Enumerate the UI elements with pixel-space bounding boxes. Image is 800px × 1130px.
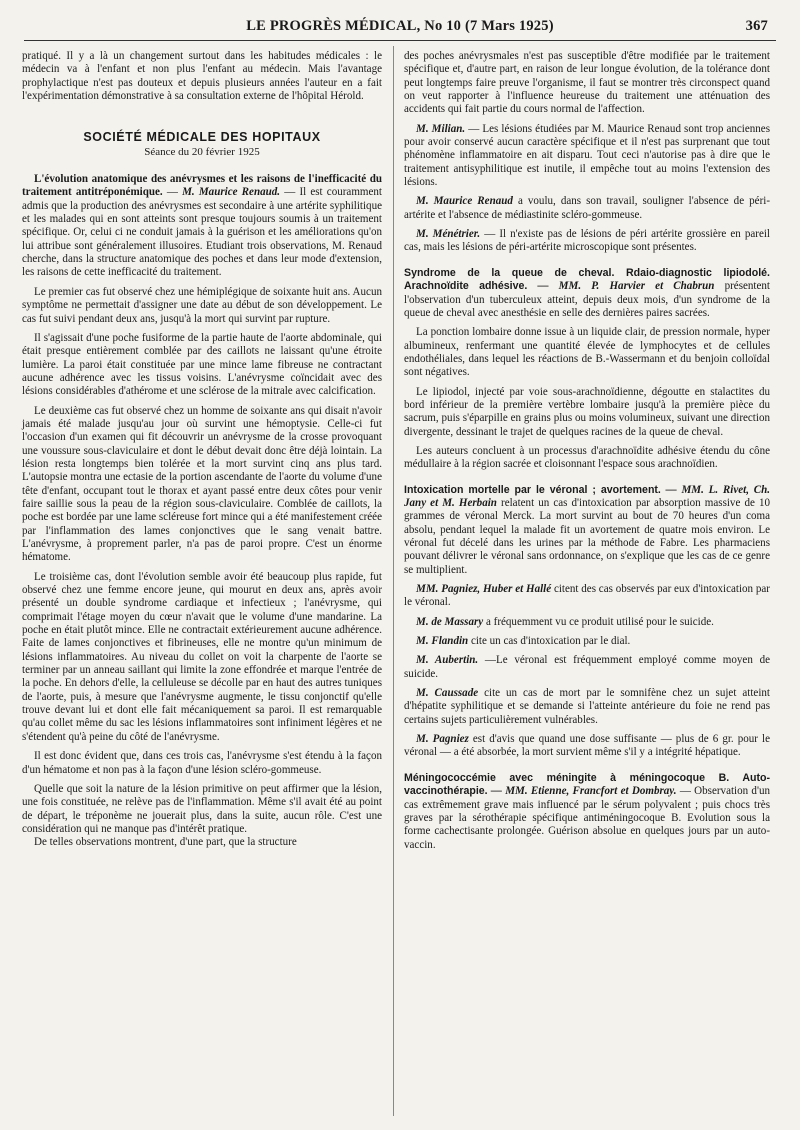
section-date: Séance du 20 février 1925 [144,145,260,158]
discussion-pagniez: M. Pagniez est d'avis que quand une dose suffisante — plus de 6 gr. pour le véronal — a été absorbée, la mort survient même s'il y a intégrité hépatique. [404,733,770,759]
column-divider [393,46,394,1116]
right-column [404,50,770,852]
article-author: — MM. P. Harvier et Chabrun [537,280,715,293]
page-number: 367 [745,18,768,34]
article-author: — MM. L. Rivet, Ch. Jany et M. Herbain [404,483,771,509]
discussion-massary: M. de Massary a fréquemment vu ce produit utilisé pour le suicide. [416,615,714,628]
speaker-name: M. de Massary [416,615,484,628]
paragraph: des poches anévrysmales n'est pas susceptible d'être modifiée par le traitement spécifique et, d'autre part, en raison de leur longue évolution, de la tolérance dont peut longtemps faire preuve l'organisme, il faut se montrer très circonspect quand on veut rapporter à l'influence heureuse du traitement une atténuation des accidents qui fait partie du cours normal de l'affection. [404,50,770,116]
discussion-caussade: M. Caussade cite un cas de mort par le somnifène chez un sujet atteint d'hépatite syphilitique et se demande si l'atteinte antérieure du foie ne rend pas certains sujets particulièrement vulnérables. [404,687,770,726]
paragraph: De telles observations montrent, d'une part, que la structure [34,836,297,849]
article-author: — MM. Etienne, Francfort et Dombray. [490,785,677,798]
paragraph: La ponction lombaire donne issue à un liquide clair, de pression normale, hyper albumineux, renfermant une quantité élevée de lymphocytes et de cellules endothéliales, dans lequel les réactions de B.-Wassermann et du benjoin colloïdal sont négatives. [404,326,770,379]
speaker-name: M. Ménétrier. [416,228,481,241]
header-rule [24,40,776,41]
intro-paragraph: pratiqué. Il y a là un changement surtout dans les habitudes médicales : le médecin va à l'enfant et non plus l'enfant au médecin. Mais l'avantage prophylactique n'est pas douteux et depuis plusieurs années l'auteur en a fait l'expérimentation démonstrative à sa consultation externe de l'hôpital Hérold. [22,50,382,103]
paragraph: Le premier cas fut observé chez une hémiplégique de soixante huit ans. Aucun symptôme ne permettait d'assigner une date au début de son développement. Le cas fut suivi pendant deux ans, jusqu'à la mort qui survint par rupture. [22,285,382,325]
discussion-milian: M. Milian. — Les lésions étudiées par M. Maurice Renaud sont trop anciennes pour avoir conservé aucun caractère spécifique et il n'est pas surprenant que tout phénomène inflammatoire en ait disparu. Tout ceci n'autorise pas à dire que le traitement antisyphilitique est inutile, il empêche tout au moins l'extension des lésions. [404,122,770,189]
article-title: Méningococcémie avec méningite à méningocoque B. Auto-vaccinothérapie. [404,771,770,798]
article-title: Syndrome de la queue de cheval. Rdaio-diagnostic lipiodolé. Arachnoïdite adhésive. [404,266,770,293]
paragraph: Le troisième cas, dont l'évolution semble avoir été beaucoup plus rapide, fut observé chez une femme encore jeune, qui mourut en deux ans, après avoir présenté un double syndrome cardiaque et infectieux ; l'anévrysme, qui comprimait l'étage moyen du cœur n'avait que le volume d'une mandarine. La poche en était plutôt mince. Elle ne contractait extérieurement aucune adhérence. Faite de lames conjonctives et fibrineuses, elle ne montre qu'un minimum de lésions inflammatoires. Au niveau du collet on voit la charpente de l'aorte se terminer par un anneau saillant qui limite la zone effondrée et marque l'entrée de la poche. En dehors d'elle, la celluleuse se décolle par en haut des autres tuniques de l'aorte, puis, à mesure que l'anévrysme augmente, le tissu conjonctif qu'elle trouve devant lui et dont elle fait mécaniquement sa paroi. Il est remarquable qu'au collet même du sac les lésions inflammatoires sont infiniment légères et ne s'étendent qu'à peine du côté de l'anévrysme. [22,570,382,743]
article-title: Intoxication mortelle par le véronal ; avortement. [404,483,661,496]
discussion-aubertin: M. Aubertin. —Le véronal est fréquemment employé comme moyen de suicide. [404,654,771,680]
discussion-menetrier: M. Ménétrier. — Il n'existe pas de lésions de péri artérite grossière en pareil cas, mais les lésions de péri-artérite microscopique sont présentes. [404,228,770,254]
article-anevrysmes: L'évolution anatomique des anévrysmes et les raisons de l'inefficacité du traitement antitréponémique. — M. Maurice Renaud. — Il est couramment admis que la production des anévrysmes est secondaire à une artérite syphilitique et les malades qui en sont atteints sont presque toujours soumis à un traitement spécifique. Or, celui ci ne conduit jamais à la guérison et les améliorations qu'on lui attribue sont généralement illusoires. Etudiant trois observations, M. Renaud cherche, dans la structure anatomique des poches et dans leur mode d'extension, les raisons de cette inefficacité du traitement. [22,173,383,279]
article-text: Il est couramment admis que la production des anévrysmes est secondaire à une artérite syphilitique et les malades qui en sont atteints sont presque toujours soumis à un traitement spécifique. Or, celui ci ne conduit jamais à la guérison et les améliorations qu'on lui attribue sont généralement illusoires. Etudiant trois observations, M. Renaud cherche, dans la structure anatomique des poches et dans leur mode d'extension, les raisons de cette inefficacité du traitement. [22,186,383,279]
speaker-name: M. Caussade [416,687,479,700]
left-column [22,50,382,850]
section-title: SOCIÉTÉ MÉDICALE DES HOPITAUX [83,130,321,145]
speaker-name: M. Maurice Renaud [416,195,513,208]
paragraph: Les auteurs concluent à un processus d'arachnoïdite adhésive étendu du cône médullaire à la région sacrée et cloisonnant l'espace sous arachnoïdien. [404,444,770,471]
speaker-name: M. Pagniez [416,733,469,746]
paragraph: Il est donc évident que, dans ces trois cas, l'anévrysme s'est étendu à la façon d'un hématome et non pas à la façon d'une lésion scléro-gommeuse. [22,750,382,776]
paragraph: Il s'agissait d'une poche fusiforme de la partie haute de l'aorte abdominale, qui était presque entièrement comblée par des caillots ne laissant qu'une étroite lumière. La paroi était constituée par une mince lame fibreuse ne contractant aucune adhérence avec les tissus voisins. L'anévrysme coïncidait avec des lésions considérables d'athérome et une sclérose de la mitrale avec calcification. [22,331,382,398]
speaker-name: M. Flandin [416,635,469,648]
discussion-flandin: M. Flandin cite un cas d'intoxication par le dial. [416,635,631,648]
article-author: M. Maurice Renaud. [182,186,281,199]
article-queue-de-cheval: Syndrome de la queue de cheval. Rdaio-diagnostic lipiodolé. Arachnoïdite adhésive. — MM. P. Harvier et Chabrun présentent l'observation d'un tuberculeux atteint, depuis deux mois, d'un syndrome de la queue de cheval avec anesthésie en selle des dernières paires sacrées. [404,266,770,319]
article-title: L'évolution anatomique des anévrysmes et les raisons de l'inefficacité du traitement antitréponémique. [22,173,382,199]
speaker-name: M. Milian. [416,122,466,135]
paragraph: Le lipiodol, injecté par voie sous-arachnoïdienne, dégoutte en stalactites du bord inférieur de la première vertèbre lombaire jusqu'à la première pièce du sacrum, puis s'éparpille en grains plus ou moins volumineux, suivant une direction divergente, dessinant le trajet de quelques racines de la queue de cheval. [404,385,770,438]
article-veronal: Intoxication mortelle par le véronal ; avortement. — MM. L. Rivet, Ch. Jany et M. Herbain relatent un cas d'intoxication par absorption massive de 10 grammes de véronal Merck. La mort survint au bout de 70 heures d'un coma absolu, pendant lequel la malade fit un avortement de quatre mois environ. Le véronal fut décelé dans les urines par la méthode de Fabre. Les pharmaciens pouvant délivrer le véronal sans ordonnance, on s'explique que les cas de ce genre se multiplient. [404,483,771,576]
paragraph: Quelle que soit la nature de la lésion primitive on peut affirmer que la lésion, une fois constituée, ne relève pas de l'inflammation. Même s'il avait été au point de départ, le tréponème ne jouerait plus, dans la suite, aucun rôle. C'est une considération qui ne manque pas d'intérêt pratique. [22,782,382,835]
article-meningococcemie: Méningococcémie avec méningite à méningocoque B. Auto-vaccinothérapie. — MM. Etienne, Francfort et Dombray. — Observation d'un cas extrêmement grave mais influencé par le sérum polyvalent ; puis chocs très graves par la sérothérapie spécifique antiméningocoque B. Evolution sous la forme cachectisante prolongée. Guérison absolue en quelques jours par un auto-vaccin. [404,771,770,851]
discussion-pagniez-huber-halle: MM. Pagniez, Huber et Hallé citent des cas observés par eux d'intoxication par le véronal. [404,583,770,609]
page-header [24,18,776,38]
discussion-renaud: M. Maurice Renaud a voulu, dans son travail, souligner l'absence de péri-artérite et l'absence de médiastinite scléro-gommeuse. [404,195,770,221]
speaker-name: MM. Pagniez, Huber et Hallé [416,583,552,596]
speaker-name: M. Aubertin. [416,654,479,667]
running-title: LE PROGRÈS MÉDICAL, No 10 (7 Mars 1925) [246,18,554,34]
paragraph: Le deuxième cas fut observé chez un homme de soixante ans qui disait n'avoir jamais été malade jusqu'au jour où survint une hémoptysie. Celle-ci fut l'occasion d'un examen qui fit découvrir un anévrysme de la crosse provoquant une voussure sous-claviculaire et dont le début devait donc être déjà lointain. La lésion resta longtemps bien tolérée et la mort survint cinq ans plus tard. L'autopsie montra une ectasie de la portion ascendante de l'aorte du volume d'une tête d'enfant, occupant tout le thorax et ayant passé entre deux côtes pour venir faire saillie sous la peau de la région sous-claviculaire. Comblée de caillots, la poche est bordée par une lame scléreuse fort mince qui a été manifestement créée par l'inflammation des lames conjonctives que le sang venait battre. L'anévrysme, à proprement parler, n'a pas de paroi propre. C'est un énorme hématome. [22,404,382,564]
